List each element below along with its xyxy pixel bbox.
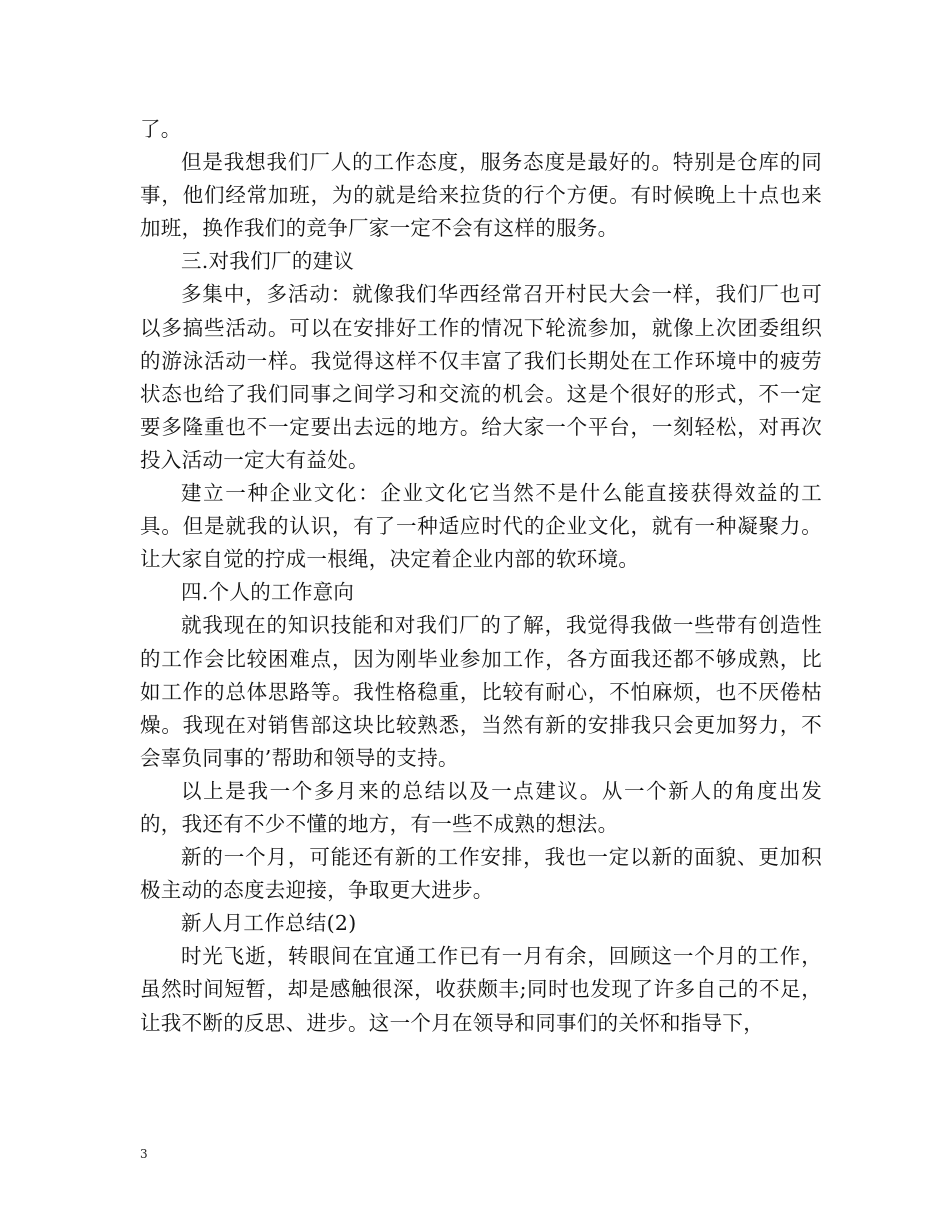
document-body	[140, 113, 822, 1040]
paragraph-corporate-culture: 建立一种企业文化：企业文化它当然不是什么能直接获得效益的工具。但是就我的认识，有了一种适应时代的企业文化，就有一种凝聚力。让大家自觉的拧成一根绳，决定着企业内部的软环境。	[140, 481, 822, 572]
paragraph-next-month: 新的一个月，可能还有新的工作安排，我也一定以新的面貌、更加积极主动的态度去迎接，争取更大进步。	[140, 845, 822, 903]
page-number: 3	[140, 1147, 148, 1161]
paragraph-summary: 以上是我一个多月来的总结以及一点建议。从一个新人的角度出发的，我还有不少不懂的地方，有一些不成熟的想法。	[140, 778, 822, 836]
paragraph-service-attitude: 但是我想我们厂人的工作态度，服务态度是最好的。特别是仓库的同事，他们经常加班，为的就是给来拉货的行个方便。有时候晚上十点也来加班，换作我们的竞争厂家一定不会有这样的服务。	[140, 150, 822, 241]
paragraph-time-flies: 时光飞逝，转眼间在宜通工作已有一月有余，回顾这一个月的工作，虽然时间短暂，却是感触很深，收获颇丰;同时也发现了许多自己的不足，让我不断的反思、进步。这一个月在领导和同事们的关怀和指导下，	[140, 944, 822, 1035]
section-heading-suggestions: 三.对我们厂的建议	[181, 249, 355, 274]
section-heading-summary-2: 新人月工作总结(2)	[181, 911, 357, 936]
section-heading-work-intention: 四.个人的工作意向	[181, 580, 355, 605]
paragraph-continuation: 了。	[140, 117, 182, 141]
paragraph-personal-skills: 就我现在的知识技能和对我们厂的了解，我觉得我做一些带有创造性的工作会比较困难点，因为刚毕业参加工作，各方面我还都不够成熟，比如工作的总体思路等。我性格稳重，比较有耐心，不怕麻烦，也不厌倦枯燥。我现在对销售部这块比较熟悉，当然有新的安排我只会更加努力，不会辜负同事的’帮助和领导的支持。	[140, 613, 822, 770]
paragraph-more-activities: 多集中，多活动：就像我们华西经常召开村民大会一样，我们厂也可以多搞些活动。可以在安排好工作的情况下轮流参加，就像上次团委组织的游泳活动一样。我觉得这样不仅丰富了我们长期处在工作环境中的疲劳状态也给了我们同事之间学习和交流的机会。这是个很好的形式，不一定要多隆重也不一定要出去远的地方。给大家一个平台，一刻轻松，对再次投入活动一定大有益处。	[140, 282, 822, 472]
